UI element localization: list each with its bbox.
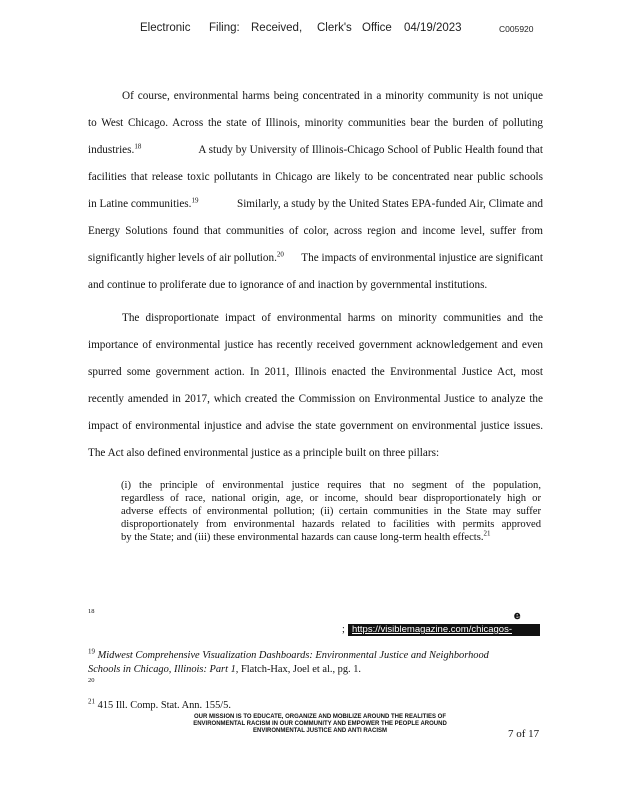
text-line: and continue to proliferate due to ignorance of and inaction by governmental institutions. (88, 279, 488, 291)
footnote-authors: Flatch-Hax, Joel et al., pg. 1. (240, 664, 362, 675)
text-line: importance of environmental justice has recently received government acknowledgement and even (88, 339, 543, 351)
quote-line (121, 529, 541, 543)
footnote-21 (88, 697, 231, 711)
text-line: The Act also defined environmental justice as a principle built on three pillars: (88, 447, 440, 459)
text-line: facilities that release toxic pollutants in Chicago are likely to be concentrated near public schools (88, 171, 543, 183)
text-fragment: industries. (88, 144, 135, 156)
quote-line: (i) the principle of environmental justice requires that no segment of the population, (121, 480, 541, 491)
filing-code: C005920 (499, 24, 534, 34)
mission-statement (170, 714, 470, 735)
quote-line: regardless of race, national origin, age, or income, should bear disproportionately high or (121, 493, 541, 504)
redaction-mark: 𝐞 (514, 610, 521, 622)
mission-line: ENVIRONMENTAL RACISM IN OUR COMMUNITY AND EMPOWER THE PEOPLE AROUND (193, 721, 447, 727)
footnote-ref: 18 (134, 142, 142, 151)
footnote-number: 19 (88, 647, 95, 656)
text-line: to West Chicago. Across the state of Illinois, minority communities bear the burden of polluting (88, 117, 543, 129)
footnote-link[interactable]: https://visiblemagazine.com/chicagos- (352, 624, 512, 635)
mission-line: OUR MISSION IS TO EDUCATE, ORGANIZE AND MOBILIZE AROUND THE REALITIES OF (193, 714, 446, 720)
filing-date: 04/19/2023 (404, 22, 462, 34)
footnote-number: 20 (88, 677, 95, 684)
text-line: Of course, environmental harms being concentrated in a minority community is not unique (122, 90, 543, 102)
text-line: spurred some government action. In 2011, Illinois enacted the Environmental Justice Act, most (88, 366, 543, 378)
stamp-word: Clerk's (317, 22, 352, 34)
text-fragment: by the State; and (iii) these environmental hazards can cause long-term health effects. (121, 532, 484, 543)
quote-line: disproportionately from environmental hazards related to facilities with permits approved (121, 519, 541, 530)
mission-line: ENVIRONMENTAL JUSTICE AND ANTI RACISM (252, 728, 387, 734)
text-fragment: The impacts of environmental injustice are significant (301, 252, 543, 264)
text-line (88, 144, 543, 156)
text-line: impact of environmental injustice and advise the state government on environmental justice issues. (88, 420, 543, 432)
page-number: 7 of 17 (508, 728, 540, 740)
footnote-citation: 415 Ill. Comp. Stat. Ann. 155/5. (97, 700, 231, 711)
text-line (88, 198, 543, 210)
text-fragment: Similarly, a study by the United States EPA-funded Air, Climate and (236, 198, 543, 210)
stamp-word: Filing: (209, 22, 240, 34)
text-line: recently amended in 2017, which created the Commission on Environmental Justice to analyze the (88, 393, 543, 405)
stamp-word: Office (362, 22, 392, 34)
text-fragment: in Latine communities. (88, 198, 192, 210)
footnote-number: 18 (88, 608, 95, 615)
footnote-19-cont (88, 664, 361, 675)
quote-line: adverse effects of environmental pollution; (ii) certain communities in the State may suffer (121, 506, 541, 517)
stamp-word: Received, (251, 22, 303, 34)
footnote-title: Midwest Comprehensive Visualization Dashboards: Environmental Justice and Neighborhood (97, 650, 489, 661)
footnote-ref: 21 (483, 529, 491, 538)
footnote-19 (88, 647, 489, 661)
text-line: Energy Solutions found that communities of color, across region and income level, suffer from (88, 225, 543, 237)
text-fragment: significantly higher levels of air pollution. (88, 252, 277, 264)
text-line: The disproportionate impact of environmental harms on minority communities and the (122, 312, 543, 324)
footnote-separator: ; (342, 624, 345, 635)
footnote-number: 21 (88, 697, 95, 706)
text-line (88, 252, 543, 264)
footnote-ref: 19 (191, 196, 199, 205)
stamp-word: Electronic (140, 22, 191, 34)
footnote-ref: 20 (276, 250, 284, 259)
text-fragment: A study by University of Illinois-Chicago School of Public Health found that (198, 144, 543, 156)
footnote-title: Schools in Chicago, Illinois: Part 1, (88, 664, 239, 675)
